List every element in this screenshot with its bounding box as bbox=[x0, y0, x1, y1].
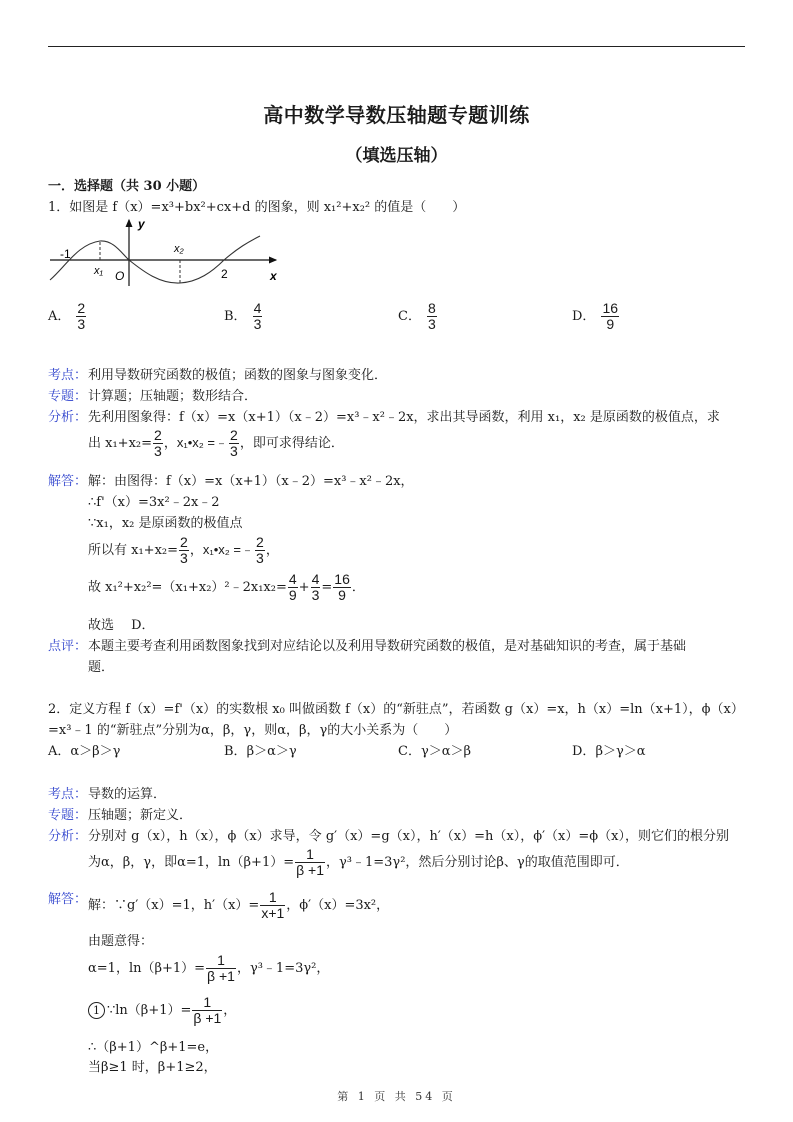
q1-option-a: A． $\frac{2}{3}$ bbox=[48, 300, 86, 332]
q2-fenxi-line1: 分别对 g（x），h（x），ϕ（x）求导，令 g′（x）=g（x），h′（x）=h（x），ϕ′（x）=ϕ（x），则它们的根分别 bbox=[88, 829, 729, 844]
graph-label-neg1: -1 bbox=[60, 247, 71, 261]
q1-kaodian: 利用导数研究函数的极值；函数的图象与图象变化． bbox=[88, 368, 388, 383]
q1-fenxi-line2: 出 x₁+x₂= $\frac{2}{3}$ ，x₁•x₂ =﹣ $\frac{2}{3}$ ，即可求得结论． bbox=[88, 427, 344, 459]
q2-kaodian: 导数的运算． bbox=[88, 787, 167, 802]
header-rule bbox=[48, 46, 745, 47]
page-title: 高中数学导数压轴题专题训练 bbox=[263, 103, 530, 127]
page-footer: 第 1 页 共 54 页 bbox=[337, 1090, 456, 1103]
svg-text:y: y bbox=[138, 217, 145, 231]
q1-option-d: D． $\frac{16}{9}$ bbox=[572, 300, 619, 332]
q2-option-d: D．β＞γ＞α bbox=[572, 744, 646, 759]
q2-fenxi-label: 分析： bbox=[48, 829, 88, 844]
q1-fenxi-label: 分析： bbox=[48, 410, 88, 425]
svg-text:2: 2 bbox=[221, 267, 228, 281]
q2-fenxi-line2: 为α，β，γ，即α=1，ln（β+1）= $\frac{1}{\beta +1}$ ，γ³﹣1=3γ²，然后分别讨论β、γ的取值范围即可． bbox=[88, 846, 629, 878]
q2-zhuanti-label: 专题： bbox=[48, 808, 88, 823]
section-heading: 一．选择题（共 30 小题） bbox=[48, 179, 206, 194]
q2-jieda-line1: 解：∵g′（x）=1，h′（x）= $\frac{1}{x+1}$ ，ϕ′（x）=3x²， bbox=[88, 889, 390, 921]
q2-stem-line2: =x³﹣1 的“新驻点”分别为α，β，γ，则α，β，γ的大小关系为（ ） bbox=[48, 723, 458, 738]
q1-zhuanti: 计算题；压轴题；数形结合． bbox=[88, 389, 258, 404]
svg-text:O: O bbox=[115, 269, 125, 283]
q1-jieda-line6: 故选 D． bbox=[88, 618, 155, 633]
q1-dianping-line2: 题． bbox=[88, 660, 115, 675]
svg-text:x₂: x₂ bbox=[174, 243, 184, 255]
q2-jieda-line4: 1 ∵ln（β+1）= $\frac{1}{\beta +1}$ ， bbox=[88, 995, 236, 1026]
q2-option-c: C．γ＞α＞β bbox=[398, 744, 472, 759]
page-subtitle: （填选压轴） bbox=[345, 146, 448, 166]
q1-jieda-line2: ∴f'（x）=3x²﹣2x﹣2 bbox=[88, 495, 220, 510]
q1-jieda-line5: 故 x₁²+x₂²=（x₁+x₂）²﹣2x₁x₂= $\frac{4}{9}$ + $\frac{4}{3}$ = $\frac{16}{9}$ ． bbox=[88, 571, 365, 603]
q2-jieda-line3: α=1，ln（β+1）= $\frac{1}{\beta +1}$ ，γ³﹣1=3γ²， bbox=[88, 952, 330, 984]
q1-dianping-line1: 本题主要考查利用函数图象找到对应结论以及利用导数研究函数的极值，是对基础知识的考查，属于基础 bbox=[88, 639, 687, 654]
q1-fenxi-line1: 先利用图象得：f（x）=x（x+1）（x﹣2）=x³﹣x²﹣2x，求出其导函数，利用 x₁，x₂ 是原函数的极值点，求 bbox=[88, 410, 720, 425]
q1-option-c: C． $\frac{8}{3}$ bbox=[398, 300, 436, 332]
q1-stem: 1．如图是 f（x）=x³+bx²+cx+d 的图象，则 x₁²+x₂² 的值是（ ） bbox=[48, 200, 466, 215]
q1-kaodian-label: 考点： bbox=[48, 368, 88, 383]
q2-option-b: B．β＞α＞γ bbox=[224, 744, 297, 759]
q2-jieda-line5: ∴（β+1）^β+1=e， bbox=[88, 1040, 219, 1055]
q2-kaodian-label: 考点： bbox=[48, 787, 88, 802]
q1-cubic-graph bbox=[48, 214, 288, 290]
q2-stem-line1: 2．定义方程 f（x）=f'（x）的实数根 x₀ 叫做函数 f（x）的“新驻点”，若函数 g（x）=x，h（x）=ln（x+1），ϕ（x） bbox=[48, 702, 744, 717]
q1-zhuanti-label: 专题： bbox=[48, 389, 88, 404]
q1-jieda-label: 解答： bbox=[48, 474, 88, 489]
q2-zhuanti: 压轴题；新定义． bbox=[88, 808, 193, 823]
q1-jieda-line4: 所以有 x₁+x₂= $\frac{2}{3}$ ，x₁•x₂ =﹣ $\frac{2}{3}$ ， bbox=[88, 534, 279, 566]
q2-jieda-line2: 由题意得： bbox=[88, 934, 154, 949]
svg-text:x₁: x₁ bbox=[94, 265, 103, 277]
q1-jieda-line1: 解：由图得：f（x）=x（x+1）（x﹣2）=x³﹣x²﹣2x， bbox=[88, 474, 414, 489]
svg-text:x: x bbox=[270, 269, 277, 283]
q2-option-a: A．α＞β＞γ bbox=[48, 744, 121, 759]
q1-jieda-line3: ∵x₁，x₂ 是原函数的极值点 bbox=[88, 516, 243, 531]
circled-number-1: 1 bbox=[88, 1002, 105, 1019]
q2-jieda-line6: 当β≥1 时，β+1≥2， bbox=[88, 1060, 217, 1075]
q1-option-b: B． $\frac{4}{3}$ bbox=[224, 300, 262, 332]
q1-dianping-label: 点评： bbox=[48, 639, 88, 654]
q2-jieda-label: 解答： bbox=[48, 892, 88, 907]
